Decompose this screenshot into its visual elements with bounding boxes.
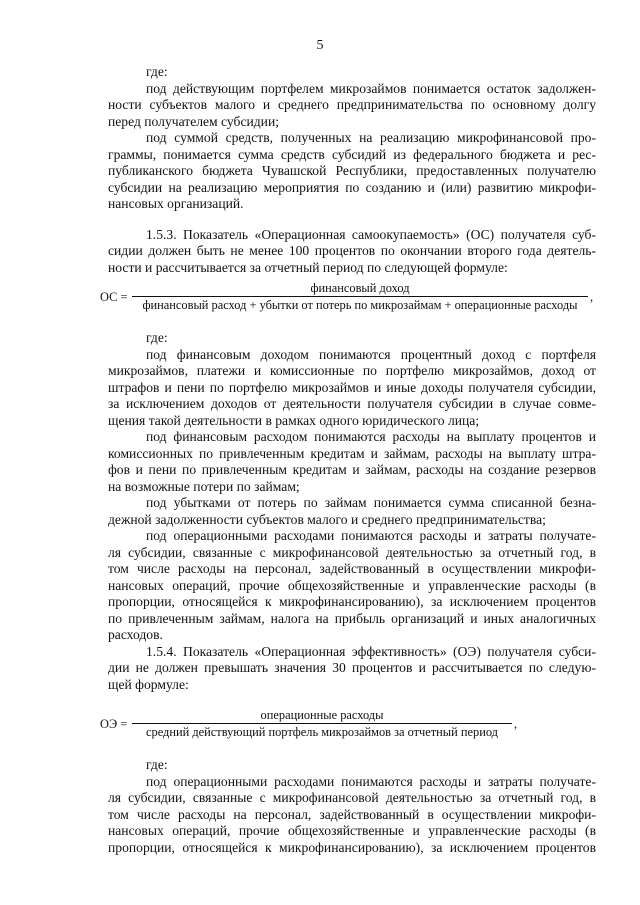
text-line: за исключением доходов от деятельности получателя субсидии в случае совме- bbox=[108, 396, 596, 411]
text-line: сидии должен быть не менее 100 процентов по окончании второго года деятель- bbox=[108, 243, 596, 258]
text-line: нансовых операций, прочие общехозяйственные и управленческие расходы (в bbox=[108, 823, 596, 838]
formula-numerator: операционные расходы bbox=[260, 708, 384, 722]
text-line: микрозаймов, платежи и комиссионные по портфелю микрозаймов, доход от bbox=[108, 363, 596, 378]
text-line: том числе расходы на персонал, задействованный в осуществлении микрофи- bbox=[108, 806, 596, 822]
text-line: 1.5.3. Показатель «Операционная самоокупаемость» (ОС) получателя суб- bbox=[146, 226, 596, 242]
text-line: под финансовым доходом понимаются процентный доход с портфеля bbox=[146, 346, 596, 362]
text-line: под убытками от потерь по займам понимается сумма списанной безна- bbox=[146, 495, 596, 510]
text-line: где: bbox=[146, 757, 168, 772]
text-line: ности субъектов малого и среднего предпринимательства по основному долгу bbox=[108, 97, 596, 112]
formula-numerator: финансовый доход bbox=[310, 281, 410, 295]
text-line: где: bbox=[146, 330, 168, 345]
text-line: 1.5.4. Показатель «Операционная эффективность» (ОЭ) получателя субси- bbox=[146, 643, 596, 659]
text-line: щения такой деятельности в рамках одного юридического лица; bbox=[108, 412, 480, 428]
text-line: субсидии на реализацию мероприятия по созданию и (или) развитию микрофи- bbox=[108, 179, 596, 195]
formula-lhs: ОС = bbox=[100, 290, 128, 304]
text-line: щей формуле: bbox=[108, 676, 189, 692]
text-line: комиссионных по привлеченным кредитам и займам, расходы на выплату штра- bbox=[108, 445, 596, 461]
text-line: под суммой средств, полученных на реализацию микрофинансовой про- bbox=[146, 130, 596, 145]
text-line: под действующим портфелем микрозаймов понимается остаток задолжен- bbox=[146, 80, 596, 96]
text-line: пропорции, относящейся к микрофинансированию), за исключением процентов bbox=[108, 594, 596, 609]
formula-lhs: ОЭ = bbox=[100, 717, 128, 731]
text-line: пропорции, относящейся к микрофинансированию), за исключением процентов bbox=[108, 839, 596, 855]
formula-denominator: средний действующий портфель микрозаймов за отчетный период bbox=[146, 725, 498, 739]
text-line: дии не должен превышать значения 30 процентов и рассчитывается по следую- bbox=[108, 660, 596, 675]
page-number: 5 bbox=[316, 38, 324, 53]
text-line: фов и пени по привлеченным кредитам и займам, расходы на создание резервов bbox=[108, 462, 596, 477]
formula-os bbox=[100, 280, 596, 316]
text-line: где: bbox=[146, 64, 168, 79]
text-line: на возможные потери по займам; bbox=[108, 478, 300, 494]
formula-oe bbox=[100, 707, 596, 743]
text-line: под операционными расходами понимаются расходы и затраты получате- bbox=[146, 773, 596, 789]
text-line: ля субсидии, связанные с микрофинансовой деятельностью за отчетный год, в bbox=[108, 790, 596, 805]
text-line: том числе расходы на персонал, задействованный в осуществлении микрофи- bbox=[108, 561, 596, 576]
text-line: под финансовым расходом понимаются расходы на выплату процентов и bbox=[146, 429, 596, 444]
text-line: нансовых операций, прочие общехозяйственные и управленческие расходы (в bbox=[108, 577, 596, 593]
text-line: ля субсидии, связанные с микрофинансовой деятельностью за отчетный год, в bbox=[108, 544, 596, 560]
formula-fraction bbox=[132, 707, 512, 740]
formula-comma: , bbox=[514, 717, 518, 731]
formula-denominator: финансовый расход + убытки от потерь по микрозаймам + операционные расходы bbox=[142, 298, 578, 312]
text-line: нансовых организаций. bbox=[108, 196, 244, 211]
text-line: штрафов и пени по портфелю микрозаймов и иные доходы получателя субсидии, bbox=[108, 379, 596, 395]
formula-comma: , bbox=[590, 290, 594, 304]
text-line: под операционными расходами понимаются расходы и затраты получате- bbox=[146, 528, 596, 543]
formula-fraction bbox=[132, 280, 588, 313]
text-line: расходов. bbox=[108, 627, 163, 642]
text-line: по привлеченным займам, налога на прибыль организаций и иных аналогичных bbox=[108, 610, 596, 626]
text-line: дежной задолженности субъектов малого и среднего предпринимательства; bbox=[108, 511, 546, 527]
text-line: публиканского бюджета Чувашской Республики, предоставленных получателю bbox=[108, 163, 596, 178]
document-body bbox=[100, 64, 596, 856]
text-line: ности и рассчитывается за отчетный период по следующей формуле: bbox=[108, 259, 508, 275]
text-line: граммы, понимается сумма средств субсидий из федерального бюджета и рес- bbox=[108, 146, 596, 162]
text-line: перед получателем субсидии; bbox=[108, 113, 279, 129]
